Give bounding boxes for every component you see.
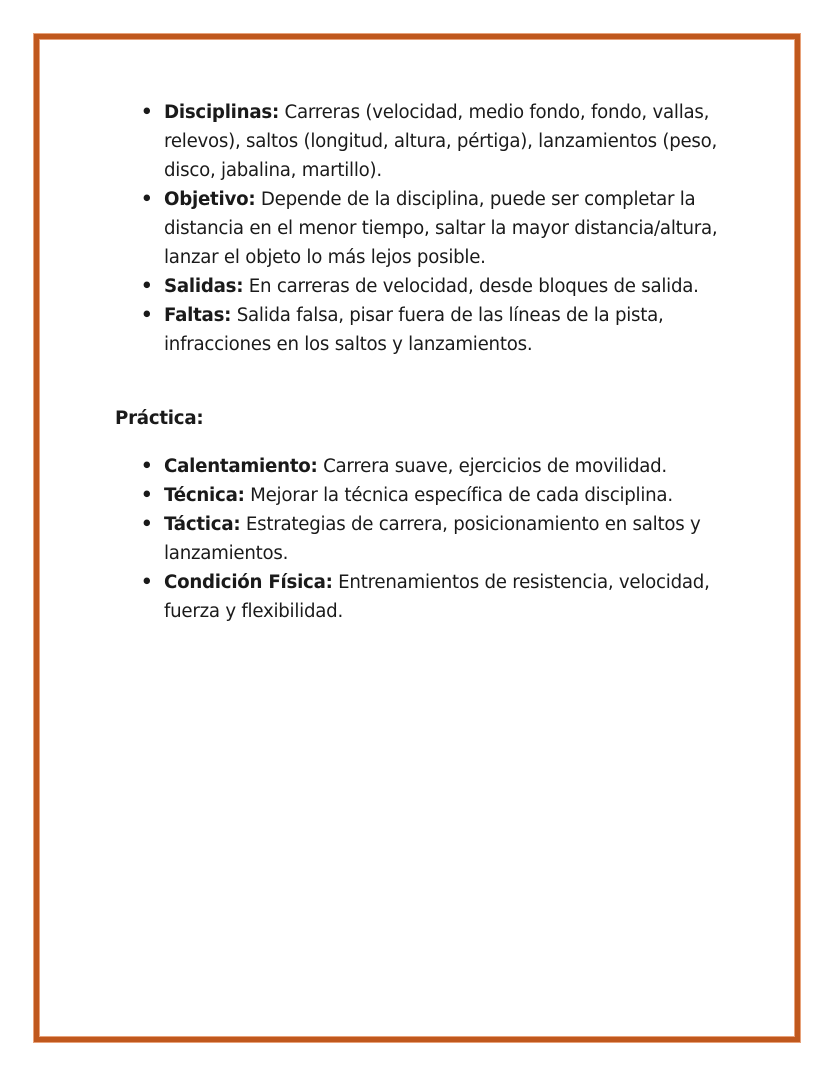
- item-term: Calentamiento:: [164, 456, 318, 477]
- rules-list: [141, 98, 721, 359]
- item-text: Salida falsa, pisar fuera de las líneas de la pista, infracciones en los saltos y lanzamientos.: [164, 305, 664, 355]
- bullet-icon: •: [141, 305, 153, 326]
- practice-list: [141, 452, 721, 626]
- bullet-icon: •: [141, 189, 153, 210]
- item-text: En carreras de velocidad, desde bloques de salida.: [243, 276, 699, 297]
- item-term: Táctica:: [164, 514, 241, 535]
- bullet-icon: •: [141, 485, 153, 506]
- item-term: Técnica:: [164, 485, 245, 506]
- item-text: Carrera suave, ejercicios de movilidad.: [317, 456, 667, 477]
- bullet-icon: •: [141, 102, 153, 123]
- item-text: Entrenamientos de resistencia, velocidad, fuerza y flexibilidad.: [164, 572, 710, 622]
- bullet-icon: •: [141, 514, 153, 535]
- list-item: [141, 452, 721, 481]
- practice-heading: Práctica:: [115, 408, 204, 429]
- item-term: Salidas:: [164, 276, 244, 297]
- item-term: Condición Física:: [164, 572, 333, 593]
- list-item: [141, 185, 721, 272]
- item-text: Carreras (velocidad, medio fondo, fondo, vallas, relevos), saltos (longitud, altura, pértiga), lanzamientos (peso, disco, jabalina, martillo).: [164, 102, 718, 181]
- list-item: [141, 98, 721, 185]
- list-item: [141, 272, 721, 301]
- item-term: Objetivo:: [164, 189, 256, 210]
- item-text: Depende de la disciplina, puede ser completar la distancia en el menor tiempo, saltar la mayor distancia/altura, lanzar el objeto lo más lejos posible.: [164, 189, 718, 268]
- list-item: [141, 568, 721, 626]
- list-item: [141, 510, 721, 568]
- list-item: [141, 481, 721, 510]
- bullet-icon: •: [141, 276, 153, 297]
- item-term: Disciplinas:: [164, 102, 279, 123]
- item-text: Mejorar la técnica específica de cada disciplina.: [244, 485, 673, 506]
- bullet-icon: •: [141, 456, 153, 477]
- item-text: Estrategias de carrera, posicionamiento en saltos y lanzamientos.: [164, 514, 701, 564]
- bullet-icon: •: [141, 572, 153, 593]
- item-term: Faltas:: [164, 305, 232, 326]
- list-item: [141, 301, 721, 359]
